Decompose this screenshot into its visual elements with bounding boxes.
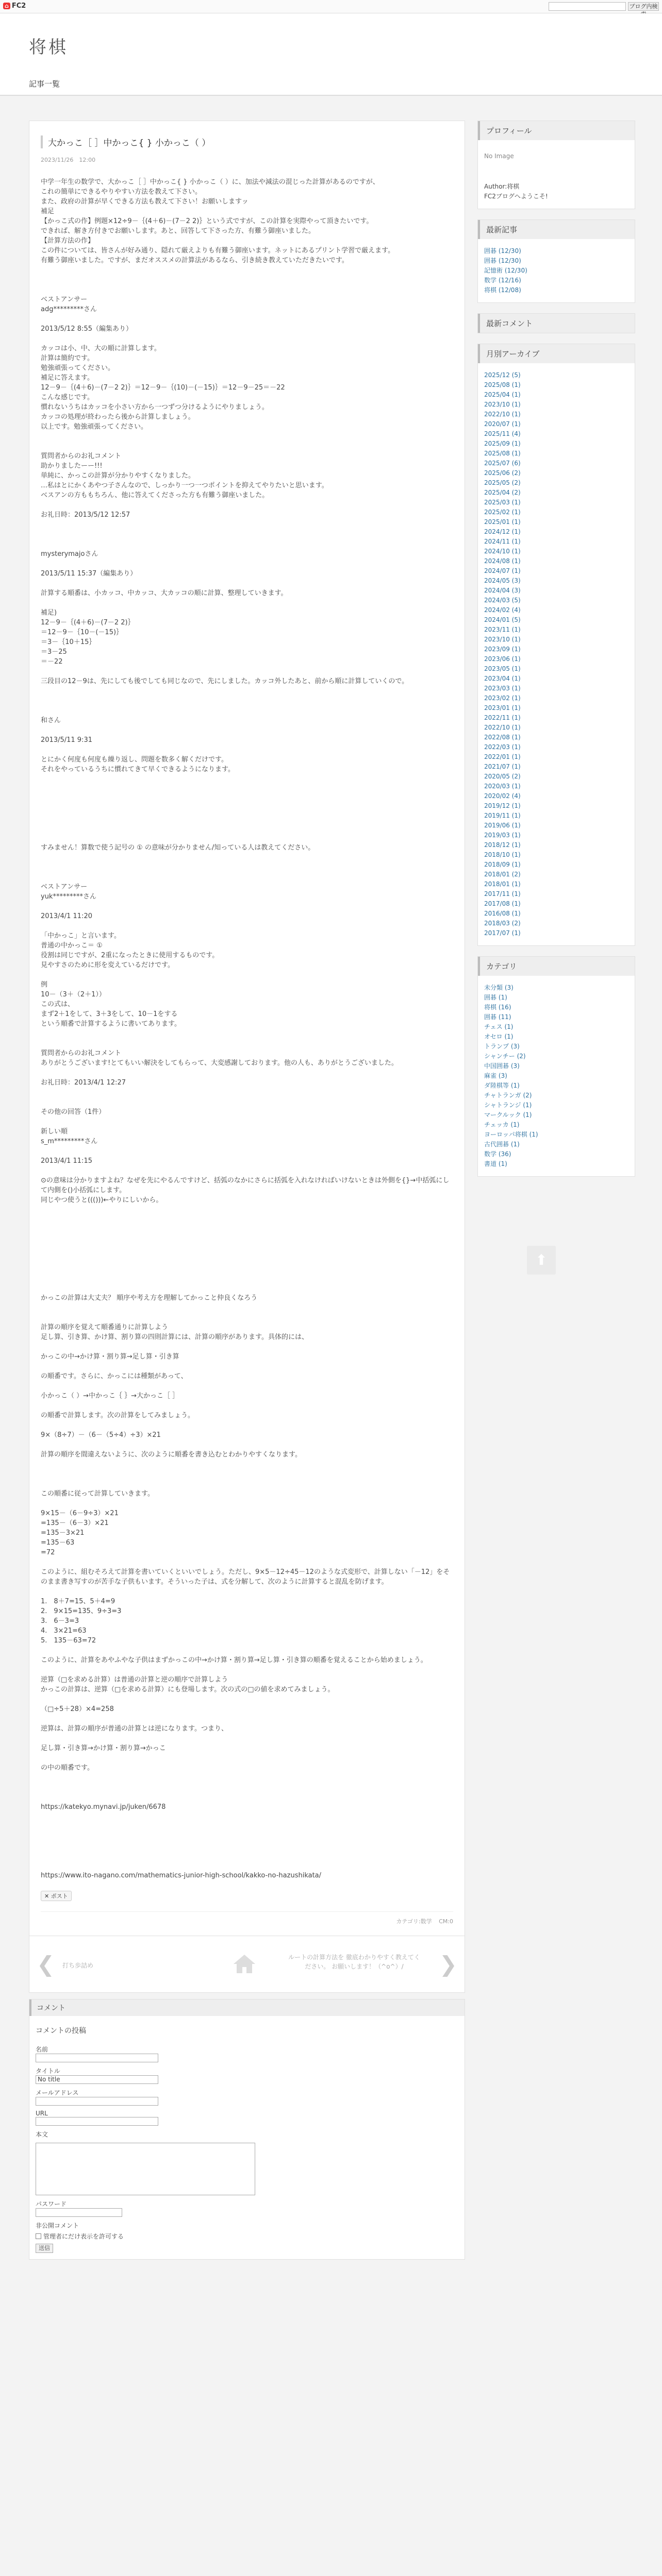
archive-month-link[interactable]: 2023/01 (1) [484,704,521,711]
category-link[interactable]: シャンチー (2) [484,1053,526,1060]
password-field[interactable] [36,2208,122,2217]
archive-month-link[interactable]: 2017/11 (1) [484,890,521,897]
fc2-logo[interactable] [3,2,26,10]
archive-month-link[interactable]: 2022/03 (1) [484,743,521,751]
entry-footer [41,1911,453,1925]
home-icon[interactable] [233,1954,256,1974]
archive-month-link[interactable]: 2020/03 (1) [484,783,521,790]
next-entry-link[interactable]: ルートの計算方法を 徹底わかりやすく教えてください。 お願いします！（^o^）/ [288,1954,420,1970]
archive-month-link[interactable]: 2021/07 (1) [484,763,521,770]
category-link[interactable]: 麻雀 (3) [484,1072,507,1079]
tweet-label: ポスト [51,1893,68,1900]
archive-month-link[interactable]: 2018/01 (2) [484,871,521,878]
url-label: URL [36,2110,48,2117]
category-list [478,976,635,1176]
recent-entries-plugin [477,219,635,303]
archive-month-link[interactable]: 2024/08 (1) [484,557,521,565]
archive-month-link[interactable]: 2018/03 (2) [484,920,521,927]
archive-month-link[interactable]: 2018/10 (1) [484,851,521,858]
archive-month-link[interactable]: 2020/05 (2) [484,773,521,780]
comment-header: コメント [29,1999,465,2016]
archive-month-link[interactable]: 2018/12 (1) [484,841,521,849]
category-link[interactable]: 未分類 (3) [484,984,514,991]
chevron-right-icon[interactable]: ❯ [439,1952,457,1977]
site-title[interactable]: 将棋 [29,37,68,58]
archive-month-link[interactable]: 2022/11 (1) [484,714,521,721]
entry-date: 2023/11/26 12:00 [41,157,96,163]
recent-entry-link[interactable]: 記憶術 (12/30) [484,267,527,274]
category-link[interactable]: チェッカ (1) [484,1121,520,1128]
archive-month-link[interactable]: 2025/06 (2) [484,469,521,477]
archive-month-link[interactable]: 2018/09 (1) [484,861,521,868]
category-link[interactable]: チャトランガ (2) [484,1092,532,1099]
fc2-logo-text: FC2 [11,2,26,10]
fc2-logo-mark: ⌂ [3,3,10,9]
secret-option-label: 管理者にだけ表示を許可する [43,2233,124,2240]
category-link[interactable]: シャトランジ (1) [484,1101,532,1109]
comment-form [29,2016,465,2259]
archive-month-link[interactable]: 2024/07 (1) [484,567,521,574]
archive-month-link[interactable]: 2016/08 (1) [484,910,521,917]
category-header: カテゴリ [478,957,635,976]
url-field[interactable] [36,2117,158,2126]
arrow-up-icon: ⬆ [535,1251,548,1268]
entry-pager [29,1936,465,1993]
name-field[interactable] [36,2054,158,2062]
archive-month-link[interactable]: 2025/12 (5) [484,371,521,379]
archive-month-link[interactable]: 2025/07 (6) [484,460,521,467]
archive-month-link[interactable]: 2024/01 (5) [484,616,521,623]
entry-category-link[interactable]: カテゴリ:数学 [396,1918,432,1925]
mail-field[interactable] [36,2097,158,2106]
archive-month-link[interactable]: 2022/01 (1) [484,753,521,760]
archive-month-link[interactable]: 2024/04 (3) [484,587,521,594]
recent-entry-link[interactable]: 将棋 (12/08) [484,286,521,294]
archive-month-link[interactable]: 2019/06 (1) [484,822,521,829]
profile-noimage: No Image [484,152,514,160]
archive-month-link[interactable]: 2025/05 (2) [484,479,521,486]
comment-body-field[interactable] [36,2143,255,2195]
category-link[interactable]: ヨーロッパ将棋 (1) [484,1131,538,1138]
main-column [29,121,465,2260]
category-link[interactable]: ダ陸棋等 (1) [484,1082,520,1089]
archive-month-link[interactable]: 2020/02 (4) [484,792,521,800]
recent-entry-link[interactable]: 囲碁 (12/30) [484,247,521,255]
blog-search-button[interactable]: ブログ内検 [628,2,659,11]
archive-month-link[interactable]: 2020/07 (1) [484,420,521,428]
recent-comments-plugin [477,313,635,333]
archive-month-link[interactable]: 2025/03 (1) [484,499,521,506]
comment-form-title: コメントの投稿 [36,2027,86,2035]
secret-checkbox[interactable] [36,2233,41,2239]
archive-month-link[interactable]: 2025/08 (1) [484,381,521,388]
comments-header: 最新コメント [478,314,635,333]
archive-month-link[interactable]: 2024/05 (3) [484,577,521,584]
recent-entry-link[interactable]: 数学 (12/16) [484,277,521,284]
recent-list [478,239,635,302]
secret-label: 非公開コメント [36,2222,79,2229]
profile-welcome: FC2ブログへようこそ! [484,193,548,200]
archive-month-link[interactable]: 2024/02 (4) [484,606,521,614]
archive-month-link[interactable]: 2023/03 (1) [484,685,521,692]
archive-list [478,363,635,945]
entry-comment-count[interactable]: CM:0 [439,1918,453,1925]
blog-search-input[interactable] [549,2,626,11]
prev-entry-link[interactable]: 打ち歩詰め [62,1962,94,1969]
entry [29,121,465,1936]
category-link[interactable]: 数学 (36) [484,1150,511,1158]
archive-header: 月別アーカイブ [478,344,635,363]
password-label: パスワード [36,2200,67,2208]
category-link[interactable]: トランプ (3) [484,1043,520,1050]
category-link[interactable]: 古代囲碁 (1) [484,1141,520,1148]
archive-month-link[interactable]: 2025/01 (1) [484,518,521,526]
archive-month-link[interactable]: 2023/10 (1) [484,401,521,408]
archive-month-link[interactable]: 2025/04 (1) [484,391,521,398]
category-link[interactable]: 書道 (1) [484,1160,507,1167]
sidebar [477,121,635,1187]
archive-month-link[interactable]: 2023/05 (1) [484,665,521,672]
archive-month-link[interactable]: 2022/08 (1) [484,734,521,741]
archive-month-link[interactable]: 2017/08 (1) [484,900,521,907]
archive-month-link[interactable]: 2024/12 (1) [484,528,521,535]
category-link[interactable]: マークルック (1) [484,1111,532,1118]
archive-month-link[interactable]: 2018/01 (1) [484,880,521,888]
archive-month-link[interactable]: 2023/04 (1) [484,675,521,682]
entry-title: 大かっこ［ ］中かっこ{ } 小かっこ（ ） [41,135,453,148]
category-link[interactable]: 囲碁 (1) [484,994,507,1001]
archive-month-link[interactable]: 2023/09 (1) [484,646,521,653]
submit-button[interactable]: 送信 [36,2244,53,2253]
archive-month-link[interactable]: 2025/02 (1) [484,509,521,516]
archive-month-link[interactable]: 2019/12 (1) [484,802,521,809]
archive-month-link[interactable]: 2022/10 (1) [484,724,521,731]
body-label: 本文 [36,2131,48,2138]
profile-header: プロフィール [478,121,635,140]
archive-month-link[interactable]: 2019/11 (1) [484,812,521,819]
profile-plugin [477,121,635,209]
category-link[interactable]: チェス (1) [484,1023,514,1030]
archive-month-link[interactable]: 2023/02 (1) [484,694,521,702]
archive-month-link[interactable]: 2023/10 (1) [484,636,521,643]
tweet-button[interactable] [41,1891,72,1901]
title-field[interactable]: No title [36,2075,158,2084]
site-header [0,13,662,96]
name-label: 名前 [36,2046,48,2053]
archive-month-link[interactable]: 2024/03 (5) [484,597,521,604]
archive-month-link[interactable]: 2023/11 (1) [484,626,521,633]
archive-month-link[interactable]: 2025/11 (4) [484,430,521,437]
fc2-topbar [0,0,662,13]
archive-month-link[interactable]: 2017/07 (1) [484,929,521,937]
title-label: タイトル [36,2067,60,2075]
x-icon: ✕ [44,1893,51,1900]
archive-month-link[interactable]: 2023/06 (1) [484,655,521,663]
recent-header: 最新記事 [478,220,635,239]
category-link[interactable]: 囲碁 (11) [484,1013,511,1021]
category-link[interactable]: 中国囲碁 (3) [484,1062,520,1070]
archive-month-link[interactable]: 2025/04 (2) [484,489,521,496]
profile-author: Author:将棋 [484,183,520,190]
entry-body: 中学一年生の数学で、大かっこ［ ］中かっこ{ } 小かっこ（ ）に、加法や減法の混じった計算があるのですが、 これの簡単にできるやりやすい方法を教えて下さい。 また、政府の計算が早くできる方法も教えて下さい！お願いしますッ 補足 【かっこ式の作】例題×12÷9－｛(4＋6)－(7－2 2)｝という式ですが、この計算を実際やって頂きたいです。 できれば、解き方付きでお願いします。あと、回答して下さった方、有難う御座いました。 【計算方法の作】 この件については、皆さんが好み通り、隠れて厳えよりも有難う御座います。ネットにあるプリント学習で厳えます。 有難う御座いました。ですが、まだオススメの計算法があるなら、引き続き教えていただきたいです。 ベストアンサー adg*********さん 2013/5/12 8:55（編集あり） カッコは小、中、大の順に計算します。 計算は簡約です。 勉強頑張ってください。 補足に答えます。 12－9－｛(4＋6)－(7－2 2)｝＝12－9－｛(10)－(－15)｝＝12－9－25＝－22 こんな感じです。 慣れないうちはカッコを小さい方から一つずつ分けるようにやりましょう。 カッコの処理が終わったら後から計算しましょう。 以上です。勉強頑張ってください。 質問者からのお礼コメント 助かりましたーー!!! 単純に、かっこの計算が分かりやすくなりました。 …私はとにかくあやつ子さんなので、しっかり一つ一つポイントを抑えてやりたいと思います。 ベスアンの方ももちろん、他に答えてくださった方も有難う御座いました。 お礼日時：2013/5/12 12:57 mysterymajoさん 2013/5/11 15:37（編集あり） 計算する順番は、小カッコ、中カッコ、大カッコの順に計算、整理していきます。 補足) 12－9－｛(4＋6)－(7－2 2)｝ ＝12－9－｛10－(－15)｝ ＝3－｛10＋15｝ ＝3－25 ＝－22 三段目の12－9は、先にしても後でしても同じなので、先にしました。カッコ外したあと、前から順に計算していくので。 和さん 2013/5/11 9:31 とにかく何度も何度も繰り返し、問題を数多く解くだけです。 それをやっているうちに慣れてきて早くできるようになります。 すみません！算数で使う記号の ① の意味が分かりません/知っている人は教えてください。 ベストアンサー yuk*********さん 2013/4/1 11:20 「中かっこ」と言います。 普通の中かっこ＝ ① 役割は同じですが、2重になったときに使用するものです。 見やすさのために形を変えているだけです。 例 10－（3＋（2＋1）） この式は、 まず2＋1をして、3＋3をして、10－1をする という順番で計算するように書いてあります。 質問者からのお礼コメント ありがとうございます!とてもいい解決をしてもらって、大変感謝しております。他の人も、ありがとうございました。 お礼日時：2013/4/1 12:27 その他の回答（1件） 新しい順 s_m*********さん 2013/4/1 11:15 ⊙の意味は分かりますよね？なぜを先にやるんですけど、括弧のなかにさらに括弧を入れなければいけないときは外側を{}→中括弧にして内側を()小括弧にします。 同じやつ使うと((()))←やりにしいから。 かっこの計算は大丈夫？ 順序や考え方を理解してかっこと仲良くなろう 計算の順序を覚えて順番通りに計算しよう 足し算、引き算、かけ算、割り算の四則計算には、計算の順序があります。具体的には、 かっこの中→かけ算・割り算→足し算・引き算 の順番です。さらに、かっこには種類があって、 小かっこ（ ）→中かっこ｛ ｝→大かっこ［ ］ の順番で計算します。次の計算をしてみましょう。 9×（8÷7）－（6－（5÷4）÷3）×21 計算の順序を間違えないように、次のように順番を書き込むとわかりやすくなります。 この順番に従って計算していきます。 9×15－（6－9÷3）×21 =135－（6－3）×21 =135－3×21 =135－63 =72 このように、組むそろえて計算を書いていくといいでしょう。ただし、9×5－12÷45－12のような式変形で、計算しない「－12」をそのまま書き写すのが苦手な子供もいます。そういった子は、式を分解して、次のように計算すると混乱を防げます。 1. 8＋7=15、5＋4=9 2. 9×15=135、9÷3=3 3. 6－3=3 4. 3×21=63 5. 135－63=72 このように、計算をあやふやな子供はまずかっこの中→かけ算・割り算→足し算・引き算の順番を覚えることから始めましょう。 逆算（□を求める計算）は普通の計算と逆の順序で計算しよう かっこの計算は、逆算（□を求める計算）にも登場します。次の式の□の値を求めてみましょう。 （□÷5＋28）×4=258 逆算は、計算の順序が普通の計算とは逆になります。つまり、 足し算・引き算→かけ算・割り算→かっこ の中の順番です。 https://katekyo.mynavi.jp/juken/6678 https://www.ito-nagano.com/mathematics-junior-high-school/kakko-no-hazushikata/ [41,178,450,1879]
comment-section [29,1999,465,2260]
nav-divider [0,95,662,96]
category-link[interactable]: 将棋 (16) [484,1004,511,1011]
archive-month-link[interactable]: 2024/10 (1) [484,548,521,555]
nav-entry-list[interactable]: 記事一覧 [29,79,60,89]
archive-month-link[interactable]: 2019/03 (1) [484,832,521,839]
recent-entry-link[interactable]: 囲碁 (12/30) [484,257,521,264]
mail-label: メールアドレス [36,2089,79,2096]
archive-month-link[interactable]: 2025/09 (1) [484,440,521,447]
scroll-top-button[interactable] [527,1246,556,1275]
archive-month-link[interactable]: 2024/11 (1) [484,538,521,545]
archive-month-link[interactable]: 2025/08 (1) [484,450,521,457]
archive-month-link[interactable]: 2022/10 (1) [484,411,521,418]
archive-plugin [477,344,635,946]
secret-checkbox-row[interactable] [36,2232,458,2241]
chevron-left-icon[interactable]: ❮ [37,1952,55,1977]
category-link[interactable]: オセロ (1) [484,1033,514,1040]
category-plugin [477,956,635,1177]
